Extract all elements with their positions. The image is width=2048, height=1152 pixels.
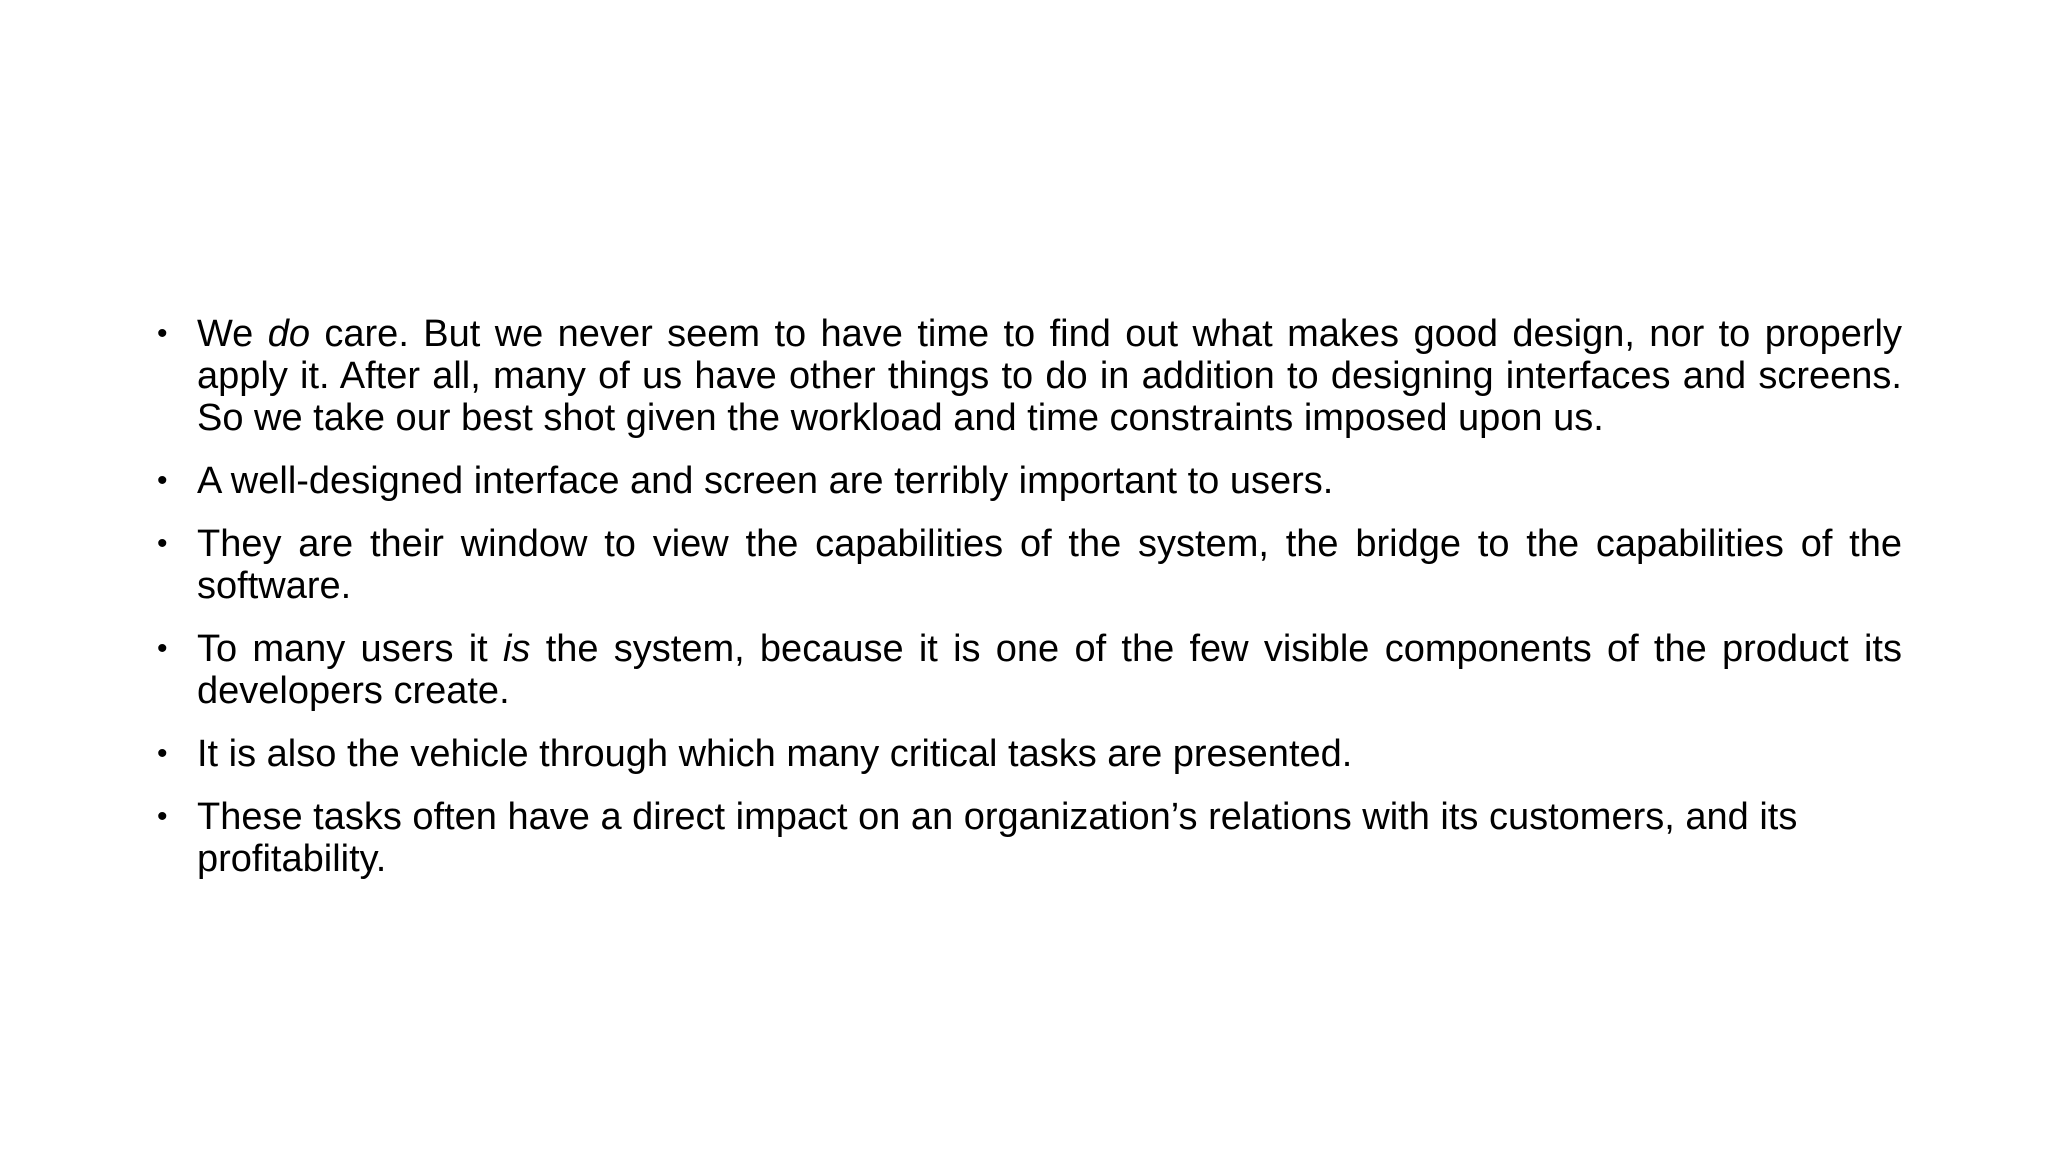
emphasis-text: do — [267, 313, 310, 355]
bullet-icon: • — [157, 800, 168, 833]
emphasis-text: is — [502, 628, 531, 670]
bullet-icon: • — [157, 527, 168, 560]
bullet-text-2: A well-designed interface and screen are terribly important to users. — [197, 460, 1334, 502]
bullet-item-1 — [150, 313, 1902, 439]
bullet-icon: • — [157, 317, 168, 350]
bullet-item-4 — [150, 628, 1902, 712]
bullet-icon: • — [157, 632, 168, 665]
bullet-item-2 — [150, 460, 1902, 502]
bullet-icon: • — [157, 464, 168, 497]
bullet-icon: • — [157, 737, 168, 770]
bullet-text-3: They are their window to view the capabilities of the system, the bridge to the capabilities of the software. — [197, 523, 1902, 607]
bullet-item-3 — [150, 523, 1902, 607]
bullet-list — [150, 313, 1902, 901]
bullet-text-5: It is also the vehicle through which many critical tasks are presented. — [197, 733, 1353, 775]
bullet-item-5 — [150, 733, 1902, 775]
bullet-text-6: These tasks often have a direct impact on an organization’s relations with its customers, and its profitability. — [197, 796, 1798, 880]
bullet-text-4: To many users it is the system, because it is one of the few visible components of the product its developers create. — [197, 628, 1902, 712]
bullet-item-6 — [150, 796, 1902, 880]
bullet-text-1: We do care. But we never seem to have time to find out what makes good design, nor to properly apply it. After all, many of us have other things to do in addition to designing interfaces and screens. So we take our best shot given the workload and time constraints imposed upon us. — [197, 313, 1903, 439]
